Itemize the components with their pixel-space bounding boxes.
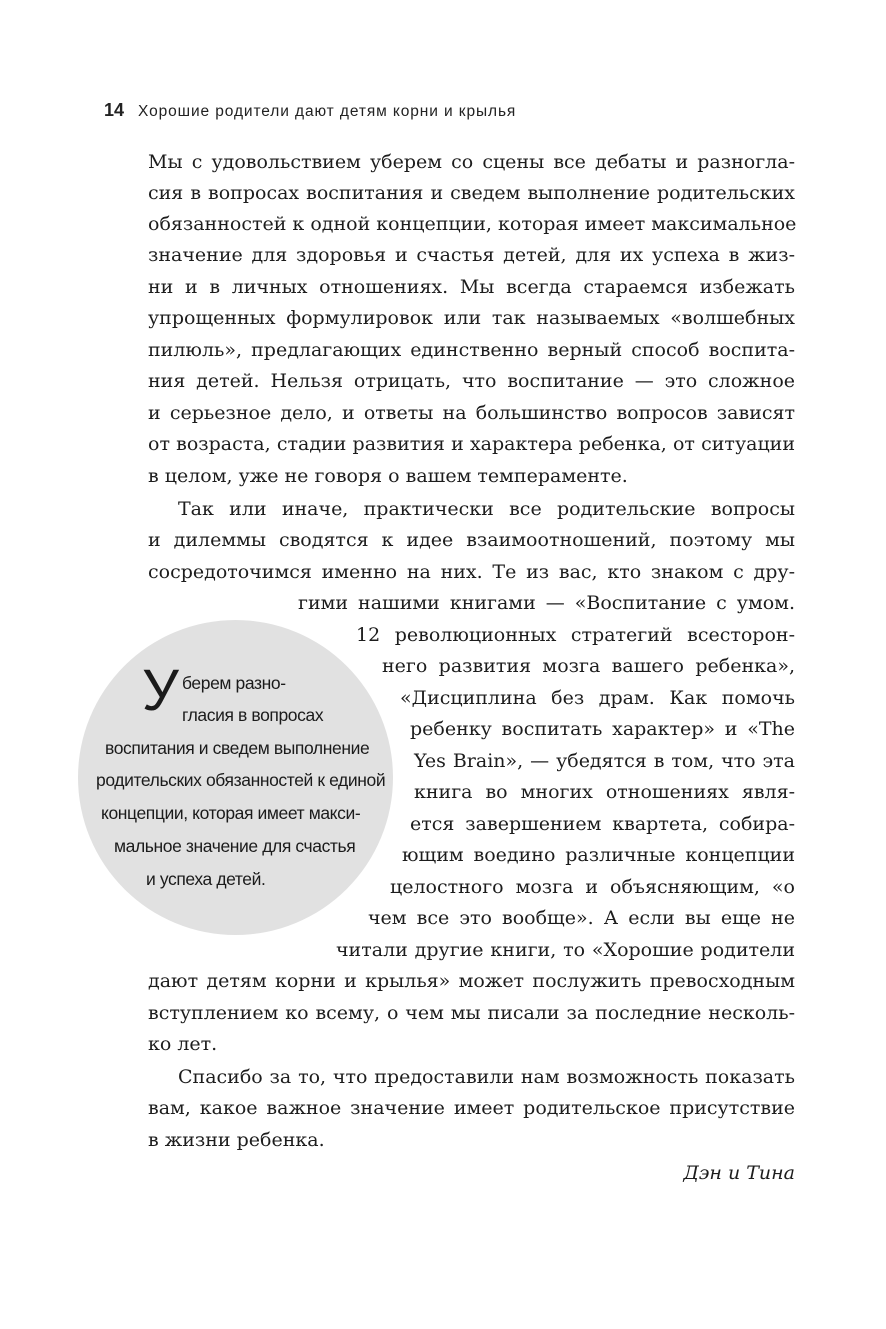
body-line: сия в вопросах воспитания и сведем выполнение родительских bbox=[148, 182, 795, 204]
body-line: обязанностей к одной концепции, которая имеет максимальное bbox=[148, 213, 797, 235]
body-line: 12 революционных стратегий всесторон- bbox=[356, 624, 795, 646]
body-line: и серьезное дело, и ответы на большинство вопросов зависят bbox=[148, 402, 795, 424]
pull-quote-line: берем разно- bbox=[182, 673, 286, 693]
pull-quote-line: концепции, которая имеет макси- bbox=[101, 803, 361, 823]
body-line: Мы с удовольствием уберем со сцены все дебаты и разногла- bbox=[148, 151, 795, 173]
body-line: в жизни ребенка. bbox=[148, 1129, 325, 1151]
body-line: в целом, уже не говоря о вашем темпераменте. bbox=[148, 465, 628, 487]
body-line: значение для здоровья и счастья детей, для их успеха в жиз- bbox=[148, 244, 795, 266]
body-line: гими нашими книгами — «Воспитание с умом. bbox=[298, 592, 795, 614]
pull-quote-drop-cap: У bbox=[142, 658, 179, 723]
body-line: Спасибо за то, что предоставили нам возможность показать bbox=[178, 1066, 795, 1088]
body-line: ющим воедино различные концепции bbox=[402, 844, 795, 866]
body-line: «Дисциплина без драм. Как помочь bbox=[400, 687, 795, 709]
body-line: сосредоточимся именно на них. Те из вас, кто знаком с дру- bbox=[148, 561, 795, 583]
running-header bbox=[104, 100, 516, 121]
running-title: Хорошие родители дают детям корни и крылья bbox=[138, 103, 517, 120]
body-line: вступлением ко всему, о чем мы писали за последние несколь- bbox=[148, 1002, 795, 1024]
pull-quote bbox=[78, 620, 393, 935]
pull-quote-line: гласия в вопросах bbox=[182, 705, 324, 725]
body-line: вам, какое важное значение имеет родительское присутствие bbox=[148, 1097, 795, 1119]
pull-quote-line: мальное значение для счастья bbox=[114, 836, 356, 856]
body-line: него развития мозга вашего ребенка», bbox=[382, 655, 795, 677]
body-line: Yes Brain», — убедятся в том, что эта bbox=[414, 750, 795, 772]
body-line: дают детям корни и крылья» может послужить превосходным bbox=[148, 970, 795, 992]
page-number: 14 bbox=[104, 100, 125, 120]
body-line: читали другие книги, то «Хорошие родители bbox=[336, 939, 795, 961]
pull-quote-line: воспитания и сведем выполнение bbox=[105, 738, 370, 758]
body-line: упрощенных формулировок или так называемых «волшебных bbox=[148, 307, 795, 329]
body-line: целостного мозга и объясняющим, «о bbox=[390, 876, 795, 898]
body-line: ния детей. Нельзя отрицать, что воспитание — это сложное bbox=[148, 370, 795, 392]
pull-quote-line: и успеха детей. bbox=[146, 869, 266, 889]
signature: Дэн и Тина bbox=[683, 1162, 795, 1184]
body-line: книга во многих отношениях явля- bbox=[414, 781, 795, 803]
body-line: и дилеммы сводятся к идее взаимоотношений, поэтому мы bbox=[148, 529, 795, 551]
body-line: Так или иначе, практически все родительские вопросы bbox=[178, 498, 795, 520]
body-line: ребенку воспитать характер» и «The bbox=[410, 718, 795, 740]
pull-quote-line: родительских обязанностей к единой bbox=[96, 770, 386, 790]
body-line: ется завершением квартета, собира- bbox=[410, 813, 795, 835]
body-line: от возраста, стадии развития и характера ребенка, от ситуации bbox=[148, 433, 795, 455]
body-line: пилюль», предлагающих единственно верный способ воспита- bbox=[148, 339, 795, 361]
body-line: чем все это вообще». А если вы еще не bbox=[368, 907, 795, 929]
body-line: ни и в личных отношениях. Мы всегда стараемся избежать bbox=[148, 276, 795, 298]
body-line: ко лет. bbox=[148, 1033, 218, 1055]
